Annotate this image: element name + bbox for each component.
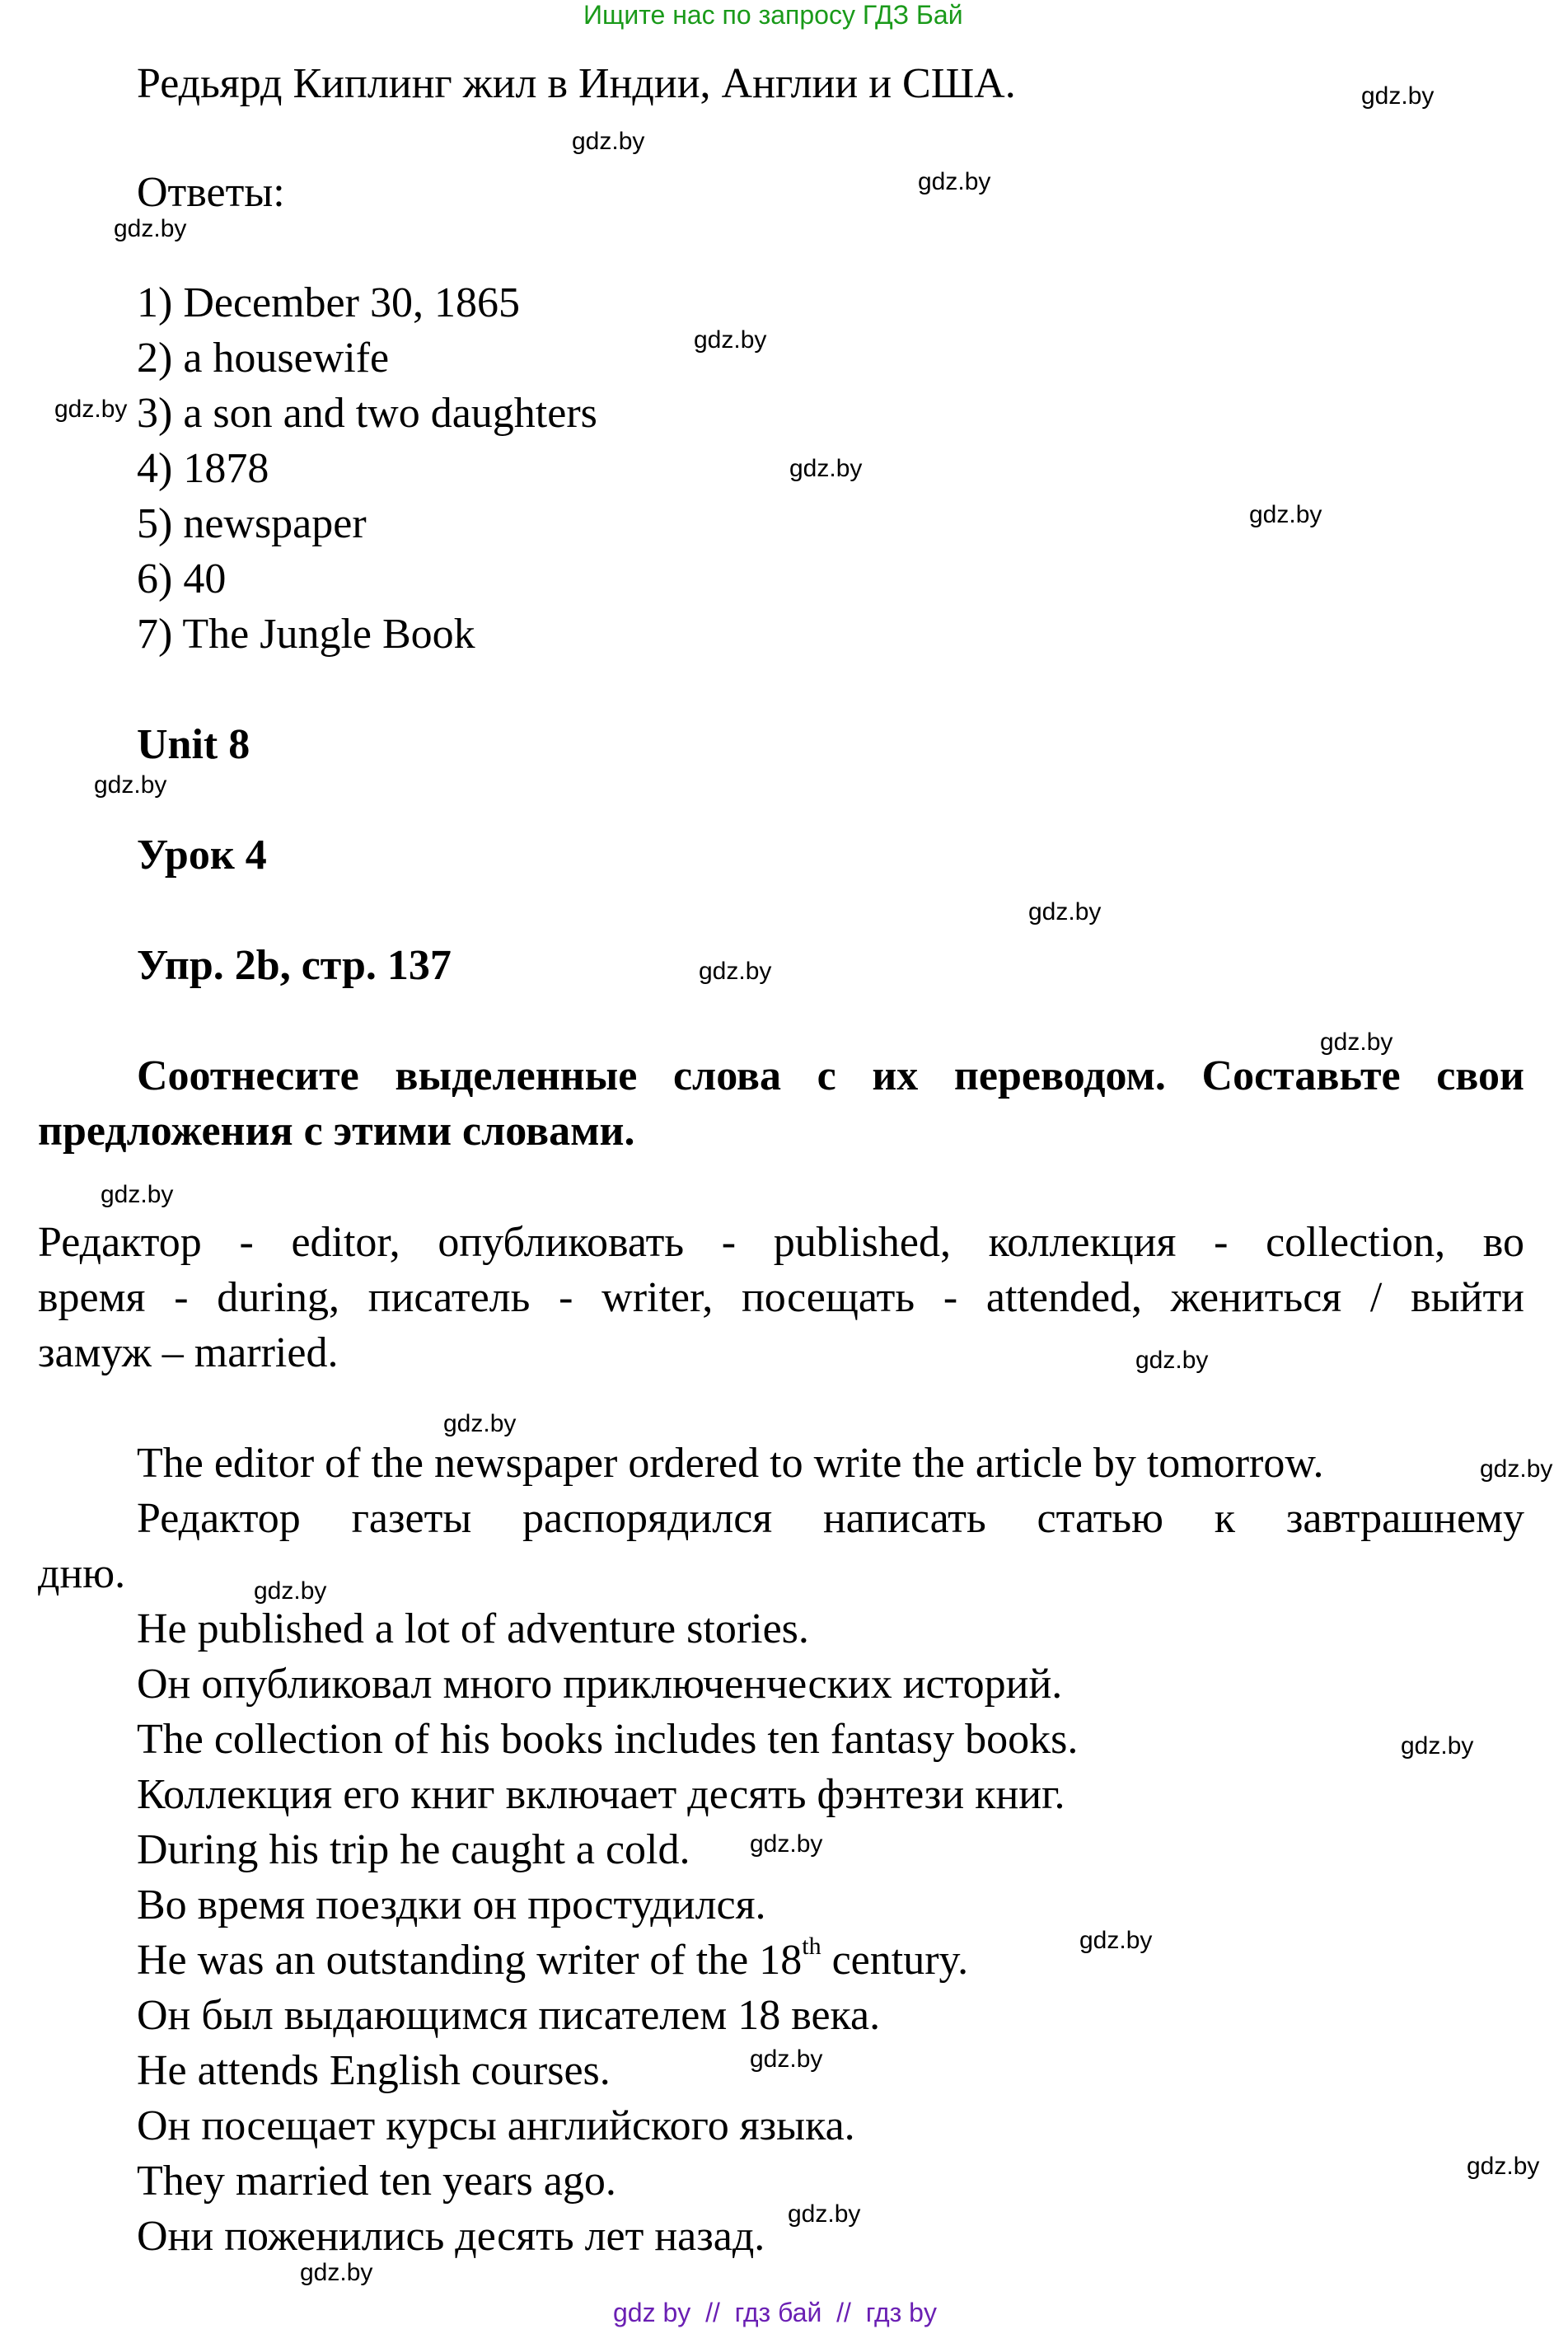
intro-line: Редьярд Киплинг жил в Индии, Англии и США. [137, 60, 1016, 107]
exercise-heading: Упр. 2b, стр. 137 [137, 942, 452, 989]
sentence-en: The collection of his books includes ten fantasy books. [137, 1716, 1079, 1763]
watermark: gdz.by [750, 2045, 823, 2073]
footer-links: gdz by // гдз бай // гдз by [613, 2298, 937, 2327]
watermark: gdz.by [750, 1830, 823, 1858]
watermark: gdz.by [572, 128, 645, 155]
answer-item: 3) a son and two daughters [137, 390, 597, 437]
vocab-line-3: замуж – married. [38, 1329, 339, 1376]
sentence-en: The editor of the newspaper ordered to write the article by tomorrow. [137, 1440, 1324, 1487]
watermark: gdz.by [788, 2200, 861, 2228]
sentence-en: He published a lot of adventure stories. [137, 1605, 809, 1652]
answer-item: 4) 1878 [137, 445, 269, 492]
sentence-en: During his trip he caught a cold. [137, 1826, 690, 1873]
sentence-en: He attends English courses. [137, 2047, 611, 2094]
lesson-heading: Урок 4 [137, 832, 267, 879]
sentence-ru: Он был выдающимся писателем 18 века. [137, 1992, 881, 2039]
watermark: gdz.by [114, 215, 187, 242]
watermark: gdz.by [54, 396, 128, 423]
watermark: gdz.by [699, 958, 772, 985]
watermark: gdz.by [1467, 2153, 1540, 2180]
sentence-en: They married ten years ago. [137, 2158, 616, 2205]
watermark: gdz.by [789, 455, 863, 482]
watermark: gdz.by [443, 1410, 517, 1437]
answer-item: 7) The Jungle Book [137, 611, 475, 658]
top-banner: Ищите нас по запросу ГДЗ Бай [583, 0, 963, 30]
answer-item: 5) newspaper [137, 500, 367, 547]
watermark: gdz.by [1079, 1927, 1153, 1954]
sentence-ru: Редактор газеты распорядился написать статью к завтрашнему [137, 1495, 1524, 1542]
unit-heading: Unit 8 [137, 721, 250, 768]
vocab-line-1: Редактор - editor, опубликовать - published, коллекция - collection, во [38, 1219, 1524, 1266]
superscript: th [802, 1933, 821, 1960]
watermark: gdz.by [254, 1577, 327, 1605]
answer-item: 6) 40 [137, 555, 227, 602]
sentence-part: He was an outstanding writer of the 18 [137, 1937, 803, 1984]
sentence-ru: Они поженились десять лет назад. [137, 2213, 765, 2260]
watermark: gdz.by [1320, 1029, 1393, 1056]
watermark: gdz.by [300, 2259, 373, 2286]
watermark: gdz.by [918, 168, 991, 195]
sentence-part: century. [821, 1937, 969, 1984]
task-line-2: предложения с этими словами. [38, 1108, 635, 1155]
sentence-ru: Он посещает курсы английского языка. [137, 2102, 855, 2149]
sentence-ru: Коллекция его книг включает десять фэнтези книг. [137, 1771, 1065, 1818]
watermark: gdz.by [1480, 1455, 1553, 1483]
watermark: gdz.by [1028, 898, 1102, 926]
sentence-en [137, 1933, 969, 1984]
answer-item: 1) December 30, 1865 [137, 279, 520, 326]
watermark: gdz.by [1401, 1732, 1474, 1760]
answers-heading: Ответы: [137, 169, 285, 216]
watermark: gdz.by [1249, 501, 1322, 528]
answer-item: 2) a housewife [137, 335, 390, 382]
watermark: gdz.by [94, 771, 167, 799]
vocab-line-2: время - during, писатель - writer, посещать - attended, жениться / выйти [38, 1274, 1524, 1321]
watermark: gdz.by [1135, 1347, 1209, 1374]
sentence-ru: дню. [38, 1550, 126, 1597]
watermark: gdz.by [1361, 82, 1435, 110]
task-line-1: Соотнесите выделенные слова с их переводом. Составьте свои [137, 1052, 1524, 1099]
sentence-ru: Он опубликовал много приключенческих историй. [137, 1661, 1063, 1708]
sentence-ru: Во время поездки он простудился. [137, 1881, 766, 1928]
watermark: gdz.by [101, 1181, 174, 1208]
watermark: gdz.by [694, 326, 767, 354]
